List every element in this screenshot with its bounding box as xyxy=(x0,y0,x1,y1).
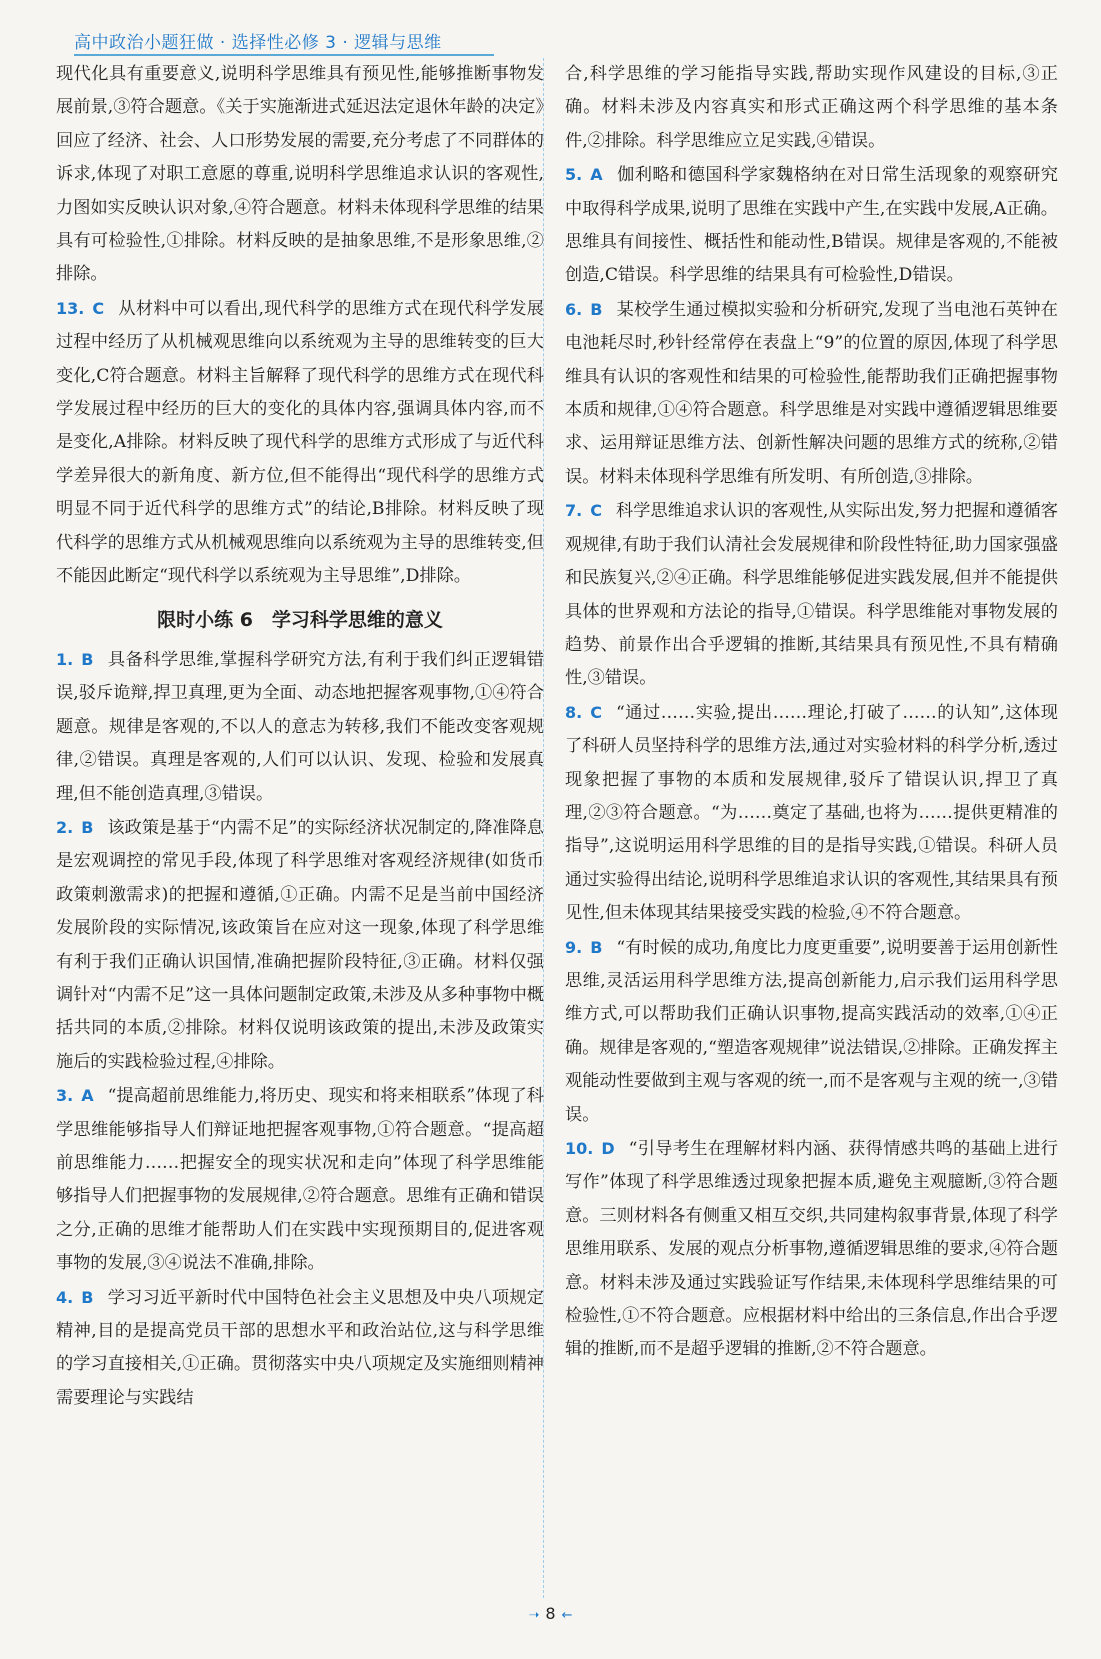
item-number: 1. xyxy=(56,649,74,669)
answer-item-2 xyxy=(56,811,544,1079)
right-column xyxy=(565,58,1058,1367)
arrow-right-icon: ➝ xyxy=(528,1608,540,1623)
item-explanation: 该政策是基于“内需不足”的实际经济状况制定的,降准降息是宏观调控的常见手段,体现了科学思维对客观经济规律(如货币政策刺激需求)的把握和遵循,①正确。内需不足是当前中国经济发展阶段的实际情况,该政策旨在应对这一现象,体现了科学思维有利于我们正确认识国情,准确把握阶段特征,③正确。材料仅强调针对“内需不足”这一具体问题制定政策,未涉及从多种事物中概括共同的本质,②排除。材料仅说明该政策的提出,未涉及政策实施后的实践检验过程,④排除。 xyxy=(56,817,544,1072)
answer-item-8 xyxy=(565,696,1058,931)
item-answer: B xyxy=(590,937,603,957)
item-number: 8. xyxy=(565,702,583,722)
item-explanation: “提高超前思维能力,将历史、现实和将来相联系”体现了科学思维能够指导人们辩证地把握客观事物,①符合题意。“提高超前思维能力……把握安全的现实状况和走向”体现了科学思维能够指导人们把握事物的发展规律,②符合题意。思维有正确和错误之分,正确的思维才能帮助人们在实践中实现预期目的,促进客观事物的发展,③④说法不准确,排除。 xyxy=(56,1086,544,1274)
item-answer: B xyxy=(81,817,94,837)
section-title: 限时小练 6 学习科学思维的意义 xyxy=(157,608,443,631)
header-title: 高中政治小题狂做 · 选择性必修 3 · 逻辑与思维 xyxy=(74,33,442,53)
continued-paragraph: 合,科学思维的学习能指导实践,帮助实现作风建设的目标,③正确。材料未涉及内容真实和形式正确这两个科学思维的基本条件,②排除。科学思维应立足实践,④错误。 xyxy=(565,64,1058,151)
answer-item-1 xyxy=(56,643,544,811)
left-column xyxy=(56,58,544,1415)
item-number: 6. xyxy=(565,299,583,319)
item-number: 4. xyxy=(56,1287,74,1307)
item-number: 9. xyxy=(565,937,583,957)
item-explanation: “引导考生在理解材料内涵、获得情感共鸣的基础上进行写作”体现了科学思维透过现象把握本质,避免主观臆断,③符合题意。三则材料各有侧重又相互交织,共同建构叙事背景,体现了科学思维用联系、发展的观点分析事物,遵循逻辑思维的要求,④符合题意。材料未涉及通过实践验证写作结果,未体现科学思维结果的可检验性,①不符合题意。应根据材料中给出的三条信息,作出合乎逻辑的推断,而不是超乎逻辑的推断,②不符合题意。 xyxy=(565,1139,1058,1360)
item-answer: B xyxy=(81,649,94,669)
item-explanation: “有时候的成功,角度比力度更重要”,说明要善于运用创新性思维,灵活运用科学思维方法,提高创新能力,启示我们运用科学思维方式,可以帮助我们正确认识事物,提高实践活动的效率,①④正确。规律是客观的,“塑造客观规律”说法错误,②排除。正确发挥主观能动性要做到主观与客观的统一,而不是客观与主观的统一,③错误。 xyxy=(565,937,1058,1125)
item-explanation: 科学思维追求认识的客观性,从实际出发,努力把握和遵循客观规律,有助于我们认清社会发展规律和阶段性特征,助力国家强盛和民族复兴,②④正确。科学思维能够促进实践发展,但并不能提供具体的世界观和方法论的指导,①错误。科学思维能对事物发展的趋势、前景作出合乎逻辑的推断,其结果具有预见性,不具有精确性,③错误。 xyxy=(565,501,1058,689)
item-explanation: 具备科学思维,掌握科学研究方法,有利于我们纠正逻辑错误,驳斥诡辩,捍卫真理,更为全面、动态地把握客观事物,①④符合题意。规律是客观的,不以人的意志为转移,我们不能改变客观规律,②错误。真理是客观的,人们可以认识、发现、检验和发展真理,但不能创造真理,③错误。 xyxy=(56,649,544,804)
item-number: 2. xyxy=(56,817,74,837)
answer-item-13 xyxy=(56,292,544,594)
item-answer: A xyxy=(81,1086,94,1106)
answer-item-10 xyxy=(565,1132,1058,1367)
item-number: 5. xyxy=(565,165,583,185)
item-explanation: 从材料中可以看出,现代科学的思维方式在现代科学发展过程中经历了从机械观思维向以系统观为主导的思维转变的巨大变化,C符合题意。材料主旨解释了现代科学的思维方式在现代科学发展过程中经历的巨大的变化的具体内容,强调具体内容,而不是变化,A排除。材料反映了现代科学的思维方式形成了与近代科学差异很大的新角度、新方位,但不能得出“现代科学的思维方式明显不同于近代科学的思维方式”的结论,B排除。材料反映了现代科学的思维方式从机械观思维向以系统观为主导的思维转变,但不能因此断定“现代科学以系统观为主导思维”,D排除。 xyxy=(56,298,544,587)
item-answer: A xyxy=(590,165,603,185)
item-number: 13. xyxy=(56,298,85,318)
item-explanation: 伽利略和德国科学家魏格纳在对日常生活现象的观察研究中取得科学成果,说明了思维在实践中产生,在实践中发展,A正确。思维具有间接性、概括性和能动性,B错误。规律是客观的,不能被创造,C错误。科学思维的结果具有可检验性,D错误。 xyxy=(565,165,1058,286)
page-header xyxy=(74,28,494,56)
answer-item-9 xyxy=(565,931,1058,1132)
item-explanation: 学习习近平新时代中国特色社会主义思想及中央八项规定精神,目的是提高党员干部的思想水平和政治站位,这与科学思维的学习直接相关,①正确。贯彻落实中央八项规定及实施细则精神需要理论与实践结 xyxy=(56,1287,544,1408)
item-explanation: “通过……实验,提出……理论,打破了……的认知”,这体现了科研人员坚持科学的思维方法,通过对实验材料的科学分析,透过现象把握了事物的本质和发展规律,驳斥了错误认识,捍卫了真理,②③符合题意。“为……奠定了基础,也将为……提供更精准的指导”,这说明运用科学思维的目的是指导实践,①错误。科研人员通过实验得出结论,说明科学思维追求认识的客观性,其结果具有预见性,但未体现其结果接受实践的检验,④不符合题意。 xyxy=(565,702,1058,924)
answer-item-3 xyxy=(56,1079,544,1280)
page-number-text: 8 xyxy=(545,1604,556,1623)
item-number: 10. xyxy=(565,1139,594,1158)
item-number: 3. xyxy=(56,1086,74,1106)
answer-item-5 xyxy=(565,158,1058,293)
answer-item-7 xyxy=(565,494,1058,695)
item-answer: D xyxy=(601,1139,615,1158)
item-number: 7. xyxy=(565,501,583,521)
item-answer: B xyxy=(590,299,603,319)
item-answer: C xyxy=(590,501,602,521)
item-explanation: 某校学生通过模拟实验和分析研究,发现了当电池石英钟在电池耗尽时,秒针经常停在表盘上“9”的位置的原因,体现了科学思维具有认识的客观性和结果的可检验性,能帮助我们正确把握事物本质和规律,①④符合题意。科学思维是对实践中遵循逻辑思维要求、运用辩证思维方法、创新性解决问题的思维方式的统称,②错误。材料未体现科学思维有所发明、有所创造,③排除。 xyxy=(565,299,1058,487)
page-number xyxy=(0,1604,1101,1623)
arrow-left-icon: ← xyxy=(561,1608,573,1623)
item-answer: B xyxy=(81,1287,94,1307)
item-answer: C xyxy=(92,298,105,318)
answer-item-6 xyxy=(565,293,1058,494)
intro-paragraph: 现代化具有重要意义,说明科学思维具有预见性,能够推断事物发展前景,③符合题意。《关于实施渐进式延迟法定退休年龄的决定》回应了经济、社会、人口形势发展的需要,充分考虑了不同群体的诉求,体现了对职工意愿的尊重,说明科学思维追求认识的客观性,力图如实反映认识对象,④符合题意。材料未体现科学思维的结果具有可检验性,①排除。材料反映的是抽象思维,不是形象思维,②排除。 xyxy=(56,64,544,285)
answer-item-4 xyxy=(56,1281,544,1416)
item-answer: C xyxy=(590,702,602,722)
